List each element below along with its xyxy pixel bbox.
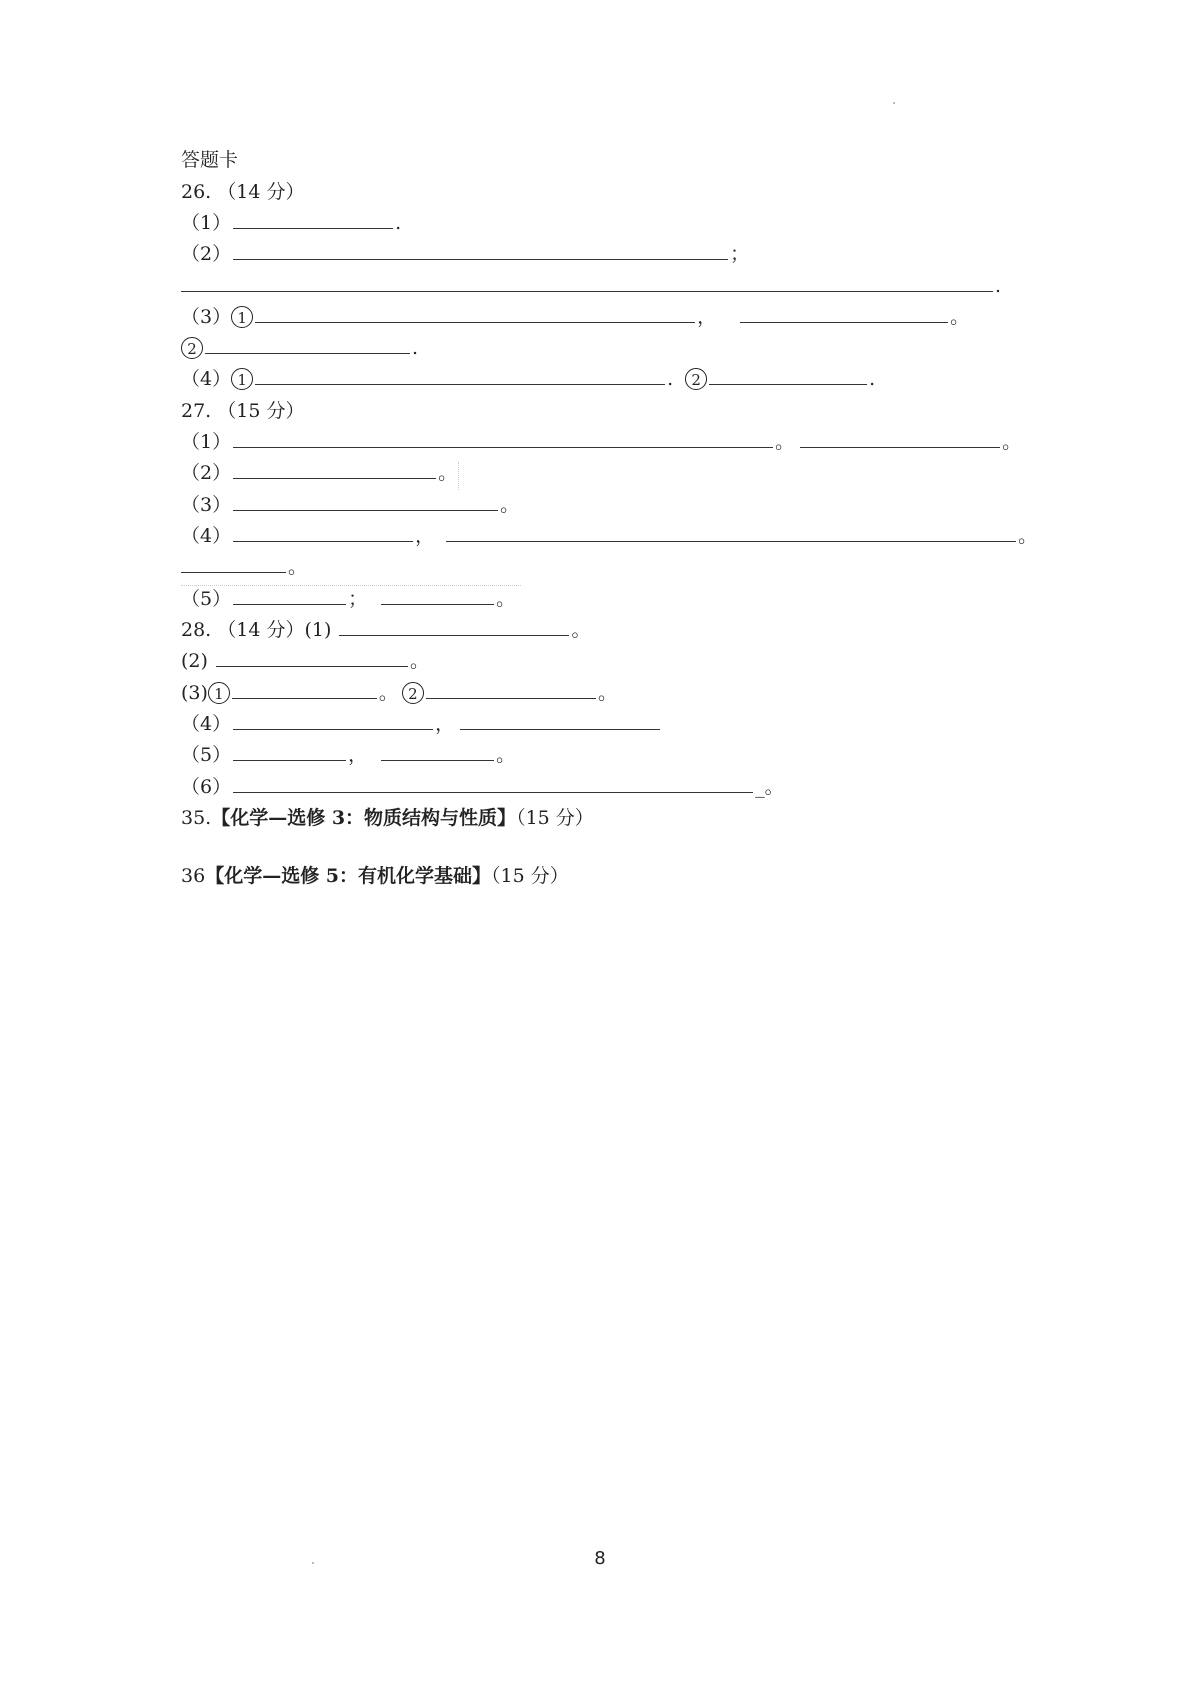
period: . [869, 368, 876, 390]
comma: ， [697, 306, 717, 328]
q28-part5 [181, 740, 515, 770]
q27-part2-blank[interactable] [233, 458, 436, 479]
q26-part2-label: （2） [181, 243, 232, 265]
q27-part4-blank1[interactable] [233, 521, 413, 542]
q26-part3-sub2 [181, 333, 418, 363]
q28-part1-blank[interactable] [339, 615, 569, 636]
q27-part1-blank2[interactable] [800, 427, 1000, 448]
q26-part3 [181, 302, 969, 332]
period: _。 [755, 776, 784, 798]
period: 。 [378, 682, 398, 704]
period: 。 [438, 462, 458, 484]
q27-part5-label: （5） [181, 588, 232, 610]
q28-part4-blank2[interactable] [460, 709, 660, 730]
q28-part1 [181, 615, 590, 645]
q35-heading [181, 803, 594, 833]
period: 。 [409, 650, 429, 672]
comma: ， [435, 713, 455, 735]
q28-part3-blank1[interactable] [232, 678, 377, 699]
q26-part4-blank1[interactable] [255, 364, 665, 385]
q27-part3-label: （3） [181, 494, 232, 516]
period: 。 [775, 431, 795, 453]
q26-part1 [181, 208, 401, 238]
period: 。 [950, 306, 970, 328]
q28-title: 28. （14 分）(1) [181, 619, 332, 641]
period: 。 [496, 744, 516, 766]
q28-part4-blank1[interactable] [233, 709, 433, 730]
q27-part3 [181, 490, 519, 520]
q26-part3-blank1[interactable] [255, 302, 695, 323]
period: . [412, 337, 419, 359]
q27-part4 [181, 521, 1037, 551]
q28-part5-label: （5） [181, 744, 232, 766]
q26-part3-label: （3） [181, 306, 232, 328]
scan-guide-line [458, 462, 459, 490]
q28-part6-blank[interactable] [233, 772, 753, 793]
q26-part2-line2 [181, 271, 1001, 301]
period: 。 [597, 682, 617, 704]
period: 。 [288, 556, 308, 578]
q27-part3-blank[interactable] [233, 490, 498, 511]
q28-part3-label: (3) [181, 682, 208, 704]
comma: ， [348, 744, 368, 766]
q26-part4-label: （4） [181, 368, 232, 390]
circled-one: 1 [208, 682, 230, 704]
q28-part6 [181, 772, 784, 802]
circled-one: 1 [231, 368, 253, 390]
q28-part4-label: （4） [181, 713, 232, 735]
q26-part2-blank[interactable] [233, 239, 728, 260]
q27-part5-blank2[interactable] [381, 584, 494, 605]
q36-number: 36 [181, 865, 206, 887]
q27-part5-blank1[interactable] [233, 584, 346, 605]
q28-part4 [181, 709, 662, 739]
circled-two: 2 [181, 337, 203, 359]
q28-part5-blank1[interactable] [233, 740, 346, 761]
circled-two: 2 [685, 368, 707, 390]
period: . [667, 368, 674, 390]
answer-card-title: 答题卡 [181, 149, 239, 171]
period: 。 [1002, 431, 1022, 453]
q26-part1-label: （1） [181, 212, 232, 234]
q28-part5-blank2[interactable] [381, 740, 494, 761]
period: 。 [571, 619, 591, 641]
q27-title: 27. （15 分） [181, 400, 305, 422]
scan-guide-line [181, 585, 521, 586]
q36-score: （15 分） [491, 865, 569, 887]
circled-one: 1 [231, 306, 253, 328]
q28-part2-blank[interactable] [216, 646, 408, 667]
q26-part1-blank[interactable] [233, 208, 393, 229]
period: 。 [496, 588, 516, 610]
q27-part1-label: （1） [181, 431, 232, 453]
page-number: 8 [594, 1548, 606, 1569]
q27-part2-label: （2） [181, 462, 232, 484]
q27-part4-label: （4） [181, 525, 232, 547]
q36-bold-title: 【化学—选修 5：有机化学基础】 [205, 865, 492, 887]
q26-part4 [181, 364, 875, 394]
q27-part4-line2 [181, 552, 307, 582]
q26-part3-blank2[interactable] [740, 302, 948, 323]
q27-part4-blank2[interactable] [446, 521, 1016, 542]
period: 。 [1018, 525, 1038, 547]
q35-score: （15 分） [516, 807, 594, 829]
comma: ， [415, 525, 435, 547]
scan-speck [893, 102, 895, 104]
q27-part1 [181, 427, 1021, 457]
q26-title: 26. （14 分） [181, 181, 305, 203]
semicolon: ； [348, 588, 368, 610]
q28-part3-blank2[interactable] [426, 678, 596, 699]
period: 。 [500, 494, 520, 516]
q26-part2-blank2[interactable] [181, 271, 993, 292]
q27-part4-blank3[interactable] [181, 552, 286, 573]
period: . [995, 275, 1002, 297]
q26-part3-sub2-blank[interactable] [205, 333, 410, 354]
semicolon: ； [730, 243, 750, 265]
q28-part2 [181, 646, 429, 676]
q27-part2 [181, 458, 457, 488]
q27-part5 [181, 584, 515, 614]
period: . [395, 212, 402, 234]
q28-part6-label: （6） [181, 776, 232, 798]
q27-part1-blank1[interactable] [233, 427, 773, 448]
q26-part2 [181, 239, 749, 269]
circled-two: 2 [402, 682, 424, 704]
q36-heading [181, 861, 569, 891]
q26-part4-blank2[interactable] [709, 364, 867, 385]
q35-number: 35. [181, 807, 212, 829]
q28-part3 [181, 678, 617, 708]
q28-part2-label: (2) [181, 650, 208, 672]
q35-bold-title: 【化学—选修 3：物质结构与性质】 [211, 807, 517, 829]
